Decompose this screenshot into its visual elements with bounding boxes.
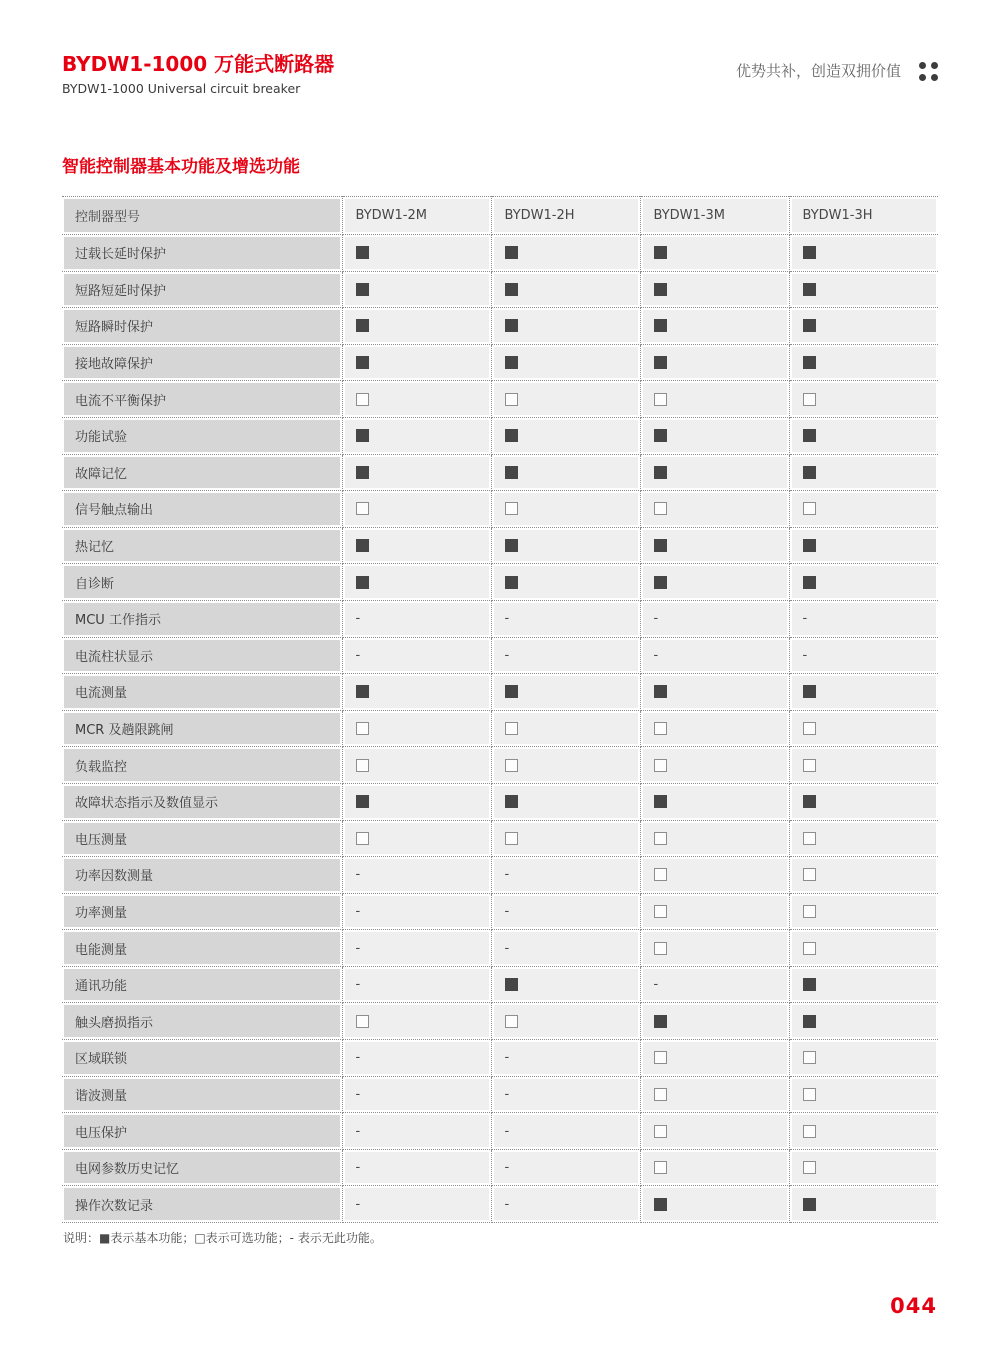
dash-symbol: - [355, 903, 361, 919]
four-dots-icon [919, 62, 938, 81]
feature-value-cell [342, 417, 491, 454]
table-row [62, 966, 938, 1003]
feature-value-cell [342, 966, 491, 1003]
feature-value-cell [789, 857, 938, 894]
column-header-model: BYDW1-3H [789, 197, 938, 235]
empty-square-symbol [803, 1088, 816, 1101]
table-row [62, 747, 938, 784]
feature-name-cell: 负载监控 [62, 747, 342, 784]
product-subtitle: BYDW1-1000 Universal circuit breaker [62, 81, 301, 96]
section-title: 智能控制器基本功能及增选功能 [62, 157, 300, 177]
feature-name-cell: 自诊断 [62, 564, 342, 601]
filled-square-symbol [803, 576, 816, 589]
feature-value-cell [640, 820, 789, 857]
feature-value-cell [342, 674, 491, 711]
feature-value-cell [342, 710, 491, 747]
feature-value-cell [789, 491, 938, 528]
page-number: 044 [890, 1294, 937, 1318]
dash-symbol: - [653, 977, 659, 993]
feature-value-cell [789, 344, 938, 381]
feature-value-cell [789, 930, 938, 967]
feature-value-cell [491, 381, 640, 418]
feature-value-cell [789, 308, 938, 345]
table-row [62, 600, 938, 637]
table-row [62, 417, 938, 454]
empty-square-symbol [803, 1161, 816, 1174]
feature-value-cell [640, 930, 789, 967]
feature-value-cell [640, 417, 789, 454]
table-row [62, 1076, 938, 1113]
dash-symbol: - [355, 1196, 361, 1212]
filled-square-symbol [803, 466, 816, 479]
table-row [62, 637, 938, 674]
table-row [62, 1040, 938, 1077]
feature-value-cell [342, 491, 491, 528]
dash-symbol: - [355, 1123, 361, 1139]
feature-value-cell [789, 893, 938, 930]
feature-value-cell [342, 381, 491, 418]
feature-value-cell [789, 527, 938, 564]
table-row [62, 857, 938, 894]
feature-value-cell [640, 344, 789, 381]
table-row [62, 381, 938, 418]
feature-name-cell: 电压保护 [62, 1113, 342, 1150]
feature-value-cell [491, 674, 640, 711]
empty-square-symbol [654, 722, 667, 735]
dash-symbol: - [355, 1086, 361, 1102]
dash-symbol: - [504, 1123, 510, 1139]
filled-square-symbol [803, 978, 816, 991]
feature-name-cell: 短路短延时保护 [62, 271, 342, 308]
feature-value-cell [640, 637, 789, 674]
feature-value-cell [640, 381, 789, 418]
feature-value-cell [640, 235, 789, 272]
empty-square-symbol [803, 942, 816, 955]
filled-square-symbol [654, 685, 667, 698]
feature-value-cell [342, 783, 491, 820]
filled-square-symbol [654, 1015, 667, 1028]
feature-value-cell [342, 930, 491, 967]
header-left [62, 52, 334, 96]
table-legend: 说明：■表示基本功能；□表示可选功能；- 表示无此功能。 [63, 1231, 382, 1245]
filled-square-symbol [505, 795, 518, 808]
empty-square-symbol [654, 759, 667, 772]
feature-name-cell: 操作次数记录 [62, 1186, 342, 1223]
table-row [62, 235, 938, 272]
filled-square-symbol [654, 576, 667, 589]
feature-value-cell [342, 308, 491, 345]
feature-value-cell [491, 344, 640, 381]
feature-value-cell [640, 564, 789, 601]
filled-square-symbol [803, 319, 816, 332]
feature-value-cell [789, 564, 938, 601]
filled-square-symbol [356, 356, 369, 369]
column-header-model: BYDW1-3M [640, 197, 789, 235]
feature-value-cell [789, 747, 938, 784]
filled-square-symbol [505, 576, 518, 589]
feature-value-cell [491, 1040, 640, 1077]
filled-square-symbol [803, 685, 816, 698]
feature-name-cell: MCU 工作指示 [62, 600, 342, 637]
dash-symbol: - [355, 867, 361, 883]
table-row [62, 564, 938, 601]
feature-value-cell [640, 857, 789, 894]
table-row [62, 454, 938, 491]
empty-square-symbol [505, 832, 518, 845]
feature-value-cell [342, 857, 491, 894]
filled-square-symbol [356, 685, 369, 698]
feature-name-cell: 热记忆 [62, 527, 342, 564]
filled-square-symbol [505, 539, 518, 552]
filled-square-symbol [356, 246, 369, 259]
empty-square-symbol [654, 502, 667, 515]
feature-value-cell [640, 527, 789, 564]
filled-square-symbol [505, 356, 518, 369]
feature-value-cell [342, 564, 491, 601]
feature-value-cell [342, 893, 491, 930]
empty-square-symbol [505, 1015, 518, 1028]
table-row [62, 344, 938, 381]
table-row [62, 930, 938, 967]
feature-value-cell [789, 674, 938, 711]
filled-square-symbol [505, 246, 518, 259]
table-row [62, 1149, 938, 1186]
feature-name-cell: 通讯功能 [62, 966, 342, 1003]
feature-value-cell [789, 783, 938, 820]
feature-name-cell: 电能测量 [62, 930, 342, 967]
feature-value-cell [491, 1113, 640, 1150]
filled-square-symbol [356, 319, 369, 332]
feature-value-cell [491, 966, 640, 1003]
feature-value-cell [342, 1186, 491, 1223]
feature-value-cell [342, 1076, 491, 1113]
feature-value-cell [491, 600, 640, 637]
empty-square-symbol [356, 722, 369, 735]
dash-symbol: - [355, 1160, 361, 1176]
filled-square-symbol [803, 356, 816, 369]
dash-symbol: - [355, 611, 361, 627]
table-row [62, 710, 938, 747]
filled-square-symbol [654, 246, 667, 259]
dash-symbol: - [802, 611, 808, 627]
filled-square-symbol [505, 978, 518, 991]
empty-square-symbol [356, 759, 369, 772]
feature-value-cell [789, 1113, 938, 1150]
dash-symbol: - [504, 903, 510, 919]
filled-square-symbol [654, 466, 667, 479]
feature-value-cell [789, 820, 938, 857]
dash-symbol: - [504, 1086, 510, 1102]
empty-square-symbol [654, 1088, 667, 1101]
feature-value-cell [342, 1149, 491, 1186]
feature-value-cell [342, 1113, 491, 1150]
feature-name-cell: 电压测量 [62, 820, 342, 857]
feature-name-cell: MCR 及趟限跳闸 [62, 710, 342, 747]
feature-value-cell [342, 820, 491, 857]
feature-name-cell: 电流柱状显示 [62, 637, 342, 674]
feature-value-cell [342, 271, 491, 308]
feature-value-cell [491, 857, 640, 894]
feature-value-cell [640, 783, 789, 820]
feature-value-cell [789, 381, 938, 418]
feature-name-cell: 谐波测量 [62, 1076, 342, 1113]
feature-value-cell [342, 235, 491, 272]
dash-symbol: - [504, 1160, 510, 1176]
feature-value-cell [491, 417, 640, 454]
dash-symbol: - [355, 977, 361, 993]
feature-value-cell [789, 454, 938, 491]
empty-square-symbol [803, 502, 816, 515]
feature-name-cell: 区域联锁 [62, 1040, 342, 1077]
filled-square-symbol [654, 356, 667, 369]
filled-square-symbol [803, 283, 816, 296]
empty-square-symbol [505, 722, 518, 735]
table-header-row [62, 197, 938, 235]
filled-square-symbol [356, 576, 369, 589]
feature-value-cell [491, 235, 640, 272]
feature-value-cell [342, 454, 491, 491]
feature-value-cell [640, 1040, 789, 1077]
empty-square-symbol [505, 759, 518, 772]
dash-symbol: - [504, 867, 510, 883]
table-row [62, 491, 938, 528]
feature-name-cell: 接地故障保护 [62, 344, 342, 381]
dash-symbol: - [504, 647, 510, 663]
column-header-feature: 控制器型号 [62, 197, 342, 235]
header-right [736, 52, 938, 81]
filled-square-symbol [356, 466, 369, 479]
empty-square-symbol [654, 832, 667, 845]
feature-value-cell [342, 1003, 491, 1040]
dash-symbol: - [504, 940, 510, 956]
feature-value-cell [640, 1149, 789, 1186]
table-row [62, 783, 938, 820]
table-row [62, 271, 938, 308]
filled-square-symbol [803, 795, 816, 808]
feature-value-cell [491, 637, 640, 674]
dash-symbol: - [653, 611, 659, 627]
empty-square-symbol [654, 393, 667, 406]
filled-square-symbol [505, 283, 518, 296]
feature-name-cell: 电网参数历史记忆 [62, 1149, 342, 1186]
empty-square-symbol [803, 1125, 816, 1138]
table-row [62, 1003, 938, 1040]
empty-square-symbol [803, 1051, 816, 1064]
feature-value-cell [789, 1003, 938, 1040]
filled-square-symbol [505, 319, 518, 332]
filled-square-symbol [654, 283, 667, 296]
feature-value-cell [342, 600, 491, 637]
empty-square-symbol [654, 1125, 667, 1138]
feature-name-cell: 功率因数测量 [62, 857, 342, 894]
empty-square-symbol [803, 905, 816, 918]
feature-value-cell [789, 1076, 938, 1113]
feature-name-cell: 信号触点输出 [62, 491, 342, 528]
feature-name-cell: 故障状态指示及数值显示 [62, 783, 342, 820]
dash-symbol: - [504, 1050, 510, 1066]
feature-value-cell [789, 235, 938, 272]
table-row [62, 893, 938, 930]
empty-square-symbol [505, 502, 518, 515]
empty-square-symbol [654, 1051, 667, 1064]
features-table [62, 196, 938, 1223]
feature-name-cell: 电流测量 [62, 674, 342, 711]
filled-square-symbol [654, 539, 667, 552]
feature-value-cell [789, 966, 938, 1003]
filled-square-symbol [356, 429, 369, 442]
filled-square-symbol [803, 539, 816, 552]
filled-square-symbol [654, 795, 667, 808]
feature-name-cell: 过载长延时保护 [62, 235, 342, 272]
feature-value-cell [491, 308, 640, 345]
filled-square-symbol [803, 429, 816, 442]
dash-symbol: - [355, 1050, 361, 1066]
feature-value-cell [640, 966, 789, 1003]
feature-value-cell [640, 600, 789, 637]
feature-value-cell [491, 1149, 640, 1186]
feature-value-cell [342, 344, 491, 381]
feature-value-cell [491, 710, 640, 747]
feature-value-cell [342, 747, 491, 784]
feature-value-cell [491, 820, 640, 857]
dash-symbol: - [504, 611, 510, 627]
feature-value-cell [491, 527, 640, 564]
filled-square-symbol [505, 466, 518, 479]
features-table-wrap [62, 196, 938, 1223]
feature-value-cell [640, 1076, 789, 1113]
feature-value-cell [789, 710, 938, 747]
feature-value-cell [789, 417, 938, 454]
filled-square-symbol [505, 429, 518, 442]
feature-value-cell [342, 527, 491, 564]
feature-value-cell [491, 454, 640, 491]
feature-value-cell [342, 1040, 491, 1077]
table-row [62, 308, 938, 345]
column-header-model: BYDW1-2H [491, 197, 640, 235]
empty-square-symbol [654, 942, 667, 955]
dash-symbol: - [355, 647, 361, 663]
feature-value-cell [491, 271, 640, 308]
feature-value-cell [491, 1003, 640, 1040]
empty-square-symbol [356, 393, 369, 406]
feature-value-cell [789, 637, 938, 674]
feature-value-cell [789, 600, 938, 637]
feature-value-cell [640, 747, 789, 784]
table-row [62, 1186, 938, 1223]
empty-square-symbol [803, 722, 816, 735]
filled-square-symbol [803, 1198, 816, 1211]
dash-symbol: - [504, 1196, 510, 1212]
empty-square-symbol [803, 759, 816, 772]
empty-square-symbol [803, 868, 816, 881]
filled-square-symbol [356, 283, 369, 296]
feature-value-cell [491, 893, 640, 930]
table-row [62, 820, 938, 857]
empty-square-symbol [803, 832, 816, 845]
feature-value-cell [640, 1003, 789, 1040]
feature-value-cell [789, 271, 938, 308]
empty-square-symbol [505, 393, 518, 406]
feature-value-cell [491, 1076, 640, 1113]
feature-value-cell [640, 271, 789, 308]
feature-name-cell: 功能试验 [62, 417, 342, 454]
feature-value-cell [640, 1113, 789, 1150]
filled-square-symbol [356, 539, 369, 552]
feature-value-cell [491, 747, 640, 784]
empty-square-symbol [356, 832, 369, 845]
dash-symbol: - [653, 647, 659, 663]
feature-value-cell [491, 564, 640, 601]
feature-value-cell [491, 783, 640, 820]
empty-square-symbol [356, 502, 369, 515]
feature-value-cell [491, 491, 640, 528]
feature-value-cell [789, 1149, 938, 1186]
feature-value-cell [491, 930, 640, 967]
page-header [62, 52, 938, 96]
column-header-model: BYDW1-2M [342, 197, 491, 235]
header-slogan: 优势共补，创造双拥价值 [735, 62, 901, 80]
feature-name-cell: 功率测量 [62, 893, 342, 930]
empty-square-symbol [803, 393, 816, 406]
table-row [62, 527, 938, 564]
feature-value-cell [640, 454, 789, 491]
feature-value-cell [640, 491, 789, 528]
empty-square-symbol [356, 1015, 369, 1028]
feature-value-cell [491, 1186, 640, 1223]
empty-square-symbol [654, 868, 667, 881]
product-title: BYDW1-1000 万能式断路器 [62, 52, 335, 76]
filled-square-symbol [356, 795, 369, 808]
feature-value-cell [640, 308, 789, 345]
filled-square-symbol [505, 685, 518, 698]
filled-square-symbol [654, 1198, 667, 1211]
filled-square-symbol [803, 246, 816, 259]
empty-square-symbol [654, 1161, 667, 1174]
feature-name-cell: 故障记忆 [62, 454, 342, 491]
feature-value-cell [640, 893, 789, 930]
filled-square-symbol [654, 429, 667, 442]
feature-name-cell: 触头磨损指示 [62, 1003, 342, 1040]
filled-square-symbol [654, 319, 667, 332]
filled-square-symbol [803, 1015, 816, 1028]
table-row [62, 674, 938, 711]
feature-value-cell [640, 1186, 789, 1223]
dash-symbol: - [802, 647, 808, 663]
feature-name-cell: 电流不平衡保护 [62, 381, 342, 418]
feature-value-cell [789, 1186, 938, 1223]
empty-square-symbol [654, 905, 667, 918]
feature-value-cell [640, 710, 789, 747]
feature-value-cell [789, 1040, 938, 1077]
dash-symbol: - [355, 940, 361, 956]
feature-name-cell: 短路瞬时保护 [62, 308, 342, 345]
feature-value-cell [640, 674, 789, 711]
feature-value-cell [342, 637, 491, 674]
table-row [62, 1113, 938, 1150]
